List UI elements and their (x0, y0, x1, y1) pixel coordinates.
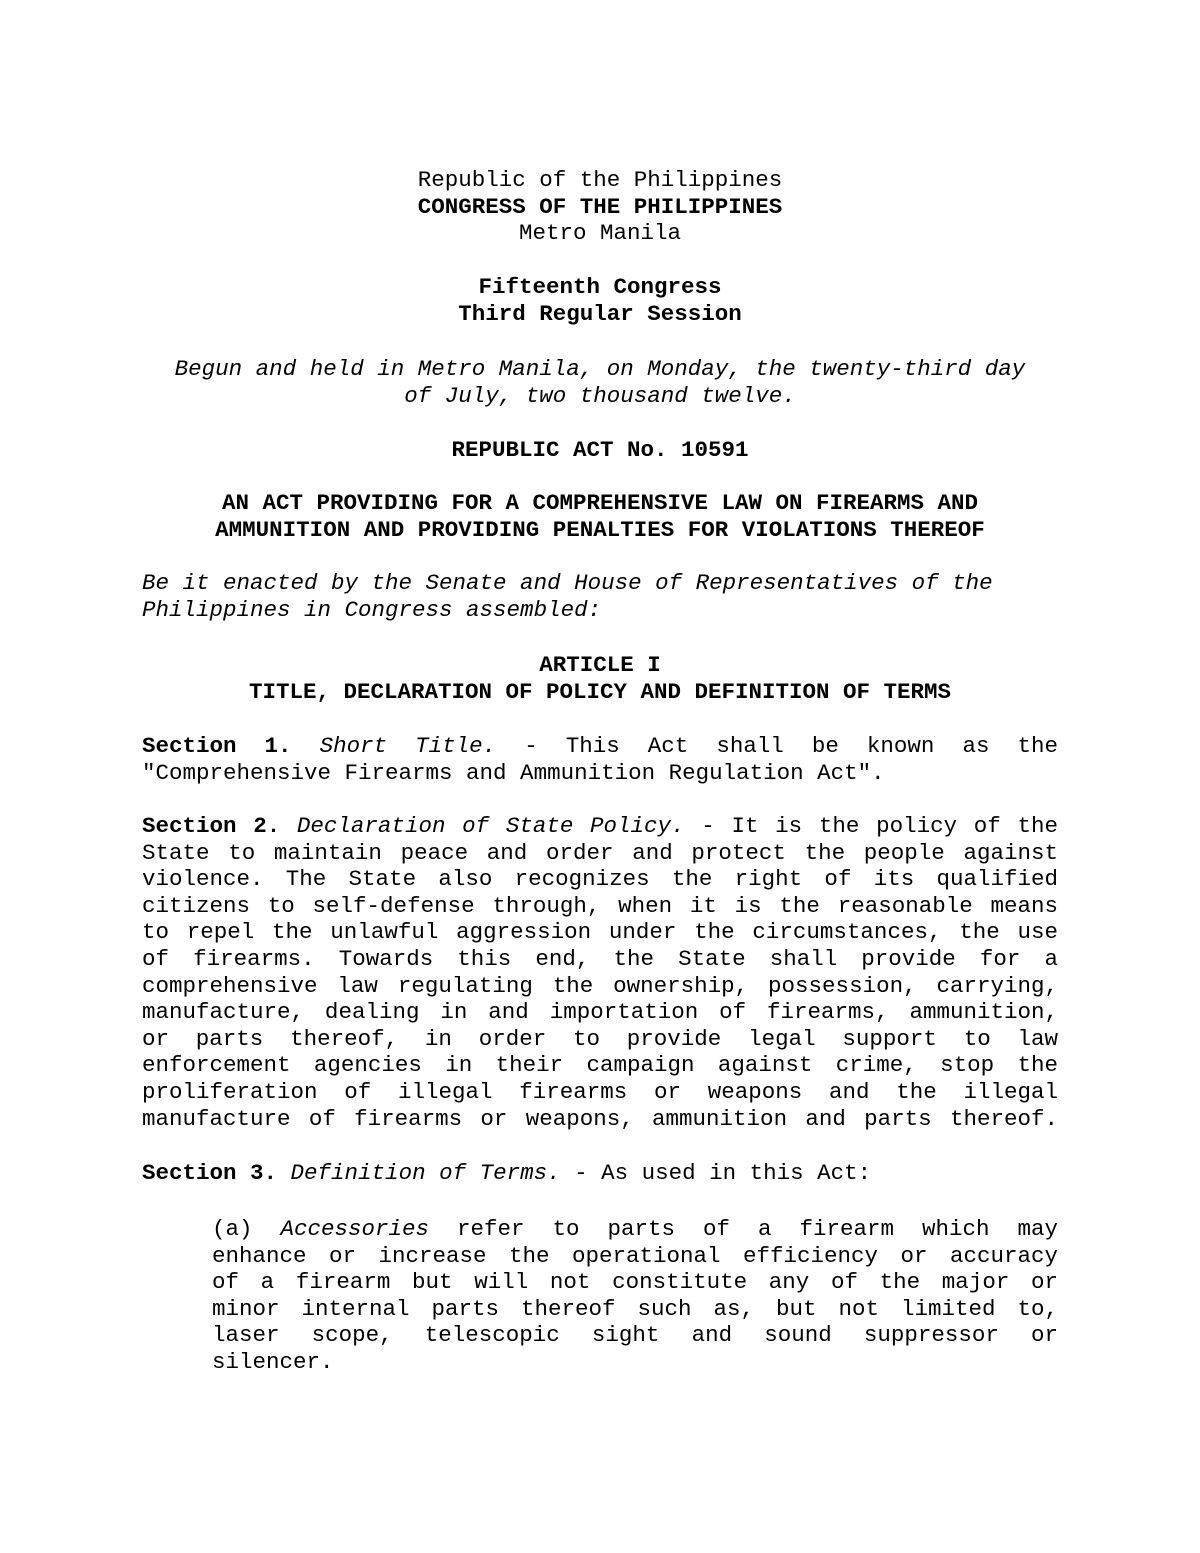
section-2-text-line: comprehensive law regulating the ownership, possession, carrying, (142, 972, 1058, 999)
act-number-text: REPUBLIC ACT No. 10591 (451, 437, 749, 463)
section-3-heading: Definition of Terms. (290, 1160, 561, 1186)
section-1-heading: Short Title. (319, 733, 497, 759)
act-title-line-1: AN ACT PROVIDING FOR A COMPREHENSIVE LAW ON FIREARMS AND (221, 490, 979, 516)
section-2-heading: Declaration of State Policy. (296, 813, 685, 839)
item-a-intro: refer to parts of a firearm which may (429, 1216, 1058, 1242)
session-header (142, 274, 1058, 327)
document-header (142, 167, 1058, 247)
act-title (142, 490, 1058, 543)
item-a-text-line: enhance or increase the operational efficiency or accuracy (212, 1242, 1058, 1269)
enacting-line-2: Philippines in Congress assembled: (142, 596, 602, 623)
section-3-label: Section 3. (142, 1160, 278, 1186)
enacting-clause (142, 570, 1058, 623)
section-3-line-1 (142, 1160, 1058, 1187)
section-1-intro: - This Act shall be known as the (496, 733, 1058, 759)
section-2-text-line: violence. The State also recognizes the right of its qualified (142, 866, 1058, 893)
section-3 (142, 1160, 1058, 1187)
section-2-text-line: citizens to self-defense through, when it is the reasonable means (142, 892, 1058, 919)
section-2-text-line: of firearms. Towards this end, the State shall provide for a (142, 945, 1058, 972)
enacting-line-1: Be it enacted by the Senate and House of Representatives of the (142, 570, 993, 596)
section-2-line-1 (142, 813, 1058, 840)
section-2-text-line: enforcement agencies in their campaign against crime, stop the (142, 1052, 1058, 1079)
item-a-text-line: minor internal parts thereof such as, but not limited to, (212, 1295, 1058, 1322)
item-a-text-line: silencer. (212, 1348, 334, 1375)
section-2-text-line: manufacture, dealing in and importation of firearms, ammunition, (142, 999, 1058, 1026)
section-1 (142, 733, 1058, 786)
article-number: ARTICLE I (539, 652, 661, 678)
section-1-line-2: "Comprehensive Firearms and Ammunition Regulation Act". (142, 759, 885, 786)
congress-line: CONGRESS OF THE PHILIPPINES (417, 193, 783, 220)
act-title-line-2: AMMUNITION AND PROVIDING PENALTIES FOR VIOLATIONS THEREOF (215, 516, 985, 543)
item-a-text-line: of a firearm but will not constitute any of the major or (212, 1269, 1058, 1296)
begun-line-2: of July, two thousand twelve. (404, 382, 796, 409)
begun-line-1: Begun and held in Metro Manila, on Monday, the twenty-third day (174, 356, 1026, 382)
item-a-text-line: laser scope, telescopic sight and sound suppressor or (212, 1322, 1058, 1349)
session-name: Third Regular Session (458, 300, 742, 327)
article-heading (142, 652, 1058, 705)
article-title: TITLE, DECLARATION OF POLICY AND DEFINITION OF TERMS (248, 678, 952, 705)
republic-line: Republic of the Philippines (417, 167, 783, 193)
section-1-label: Section 1. (142, 733, 292, 759)
section-2-text-line: State to maintain peace and order and protect the people against (142, 839, 1058, 866)
item-a-term: Accessories (280, 1216, 430, 1242)
begun-statement (142, 356, 1058, 409)
section-2-text-line: manufacture of firearms or weapons, ammunition and parts thereof. (142, 1105, 1058, 1132)
section-1-line-1 (142, 733, 1058, 760)
section-2-text-line: or parts thereof, in order to provide legal support to law (142, 1025, 1058, 1052)
section-2-text-line: to repel the unlawful aggression under the circumstances, the use (142, 919, 1058, 946)
item-a-marker: (a) (212, 1216, 253, 1242)
section-2-intro: - It is the policy of the (684, 813, 1058, 839)
act-number (142, 437, 1058, 464)
definition-item-a (212, 1216, 1058, 1376)
item-a-line-1 (212, 1216, 1058, 1243)
section-2-label: Section 2. (142, 813, 281, 839)
congress-number: Fifteenth Congress (478, 274, 722, 300)
section-2-text-line: proliferation of illegal firearms or weapons and the illegal (142, 1078, 1058, 1105)
location-line: Metro Manila (518, 220, 682, 247)
section-3-intro: - As used in this Act: (560, 1160, 872, 1186)
section-2 (142, 813, 1058, 1132)
